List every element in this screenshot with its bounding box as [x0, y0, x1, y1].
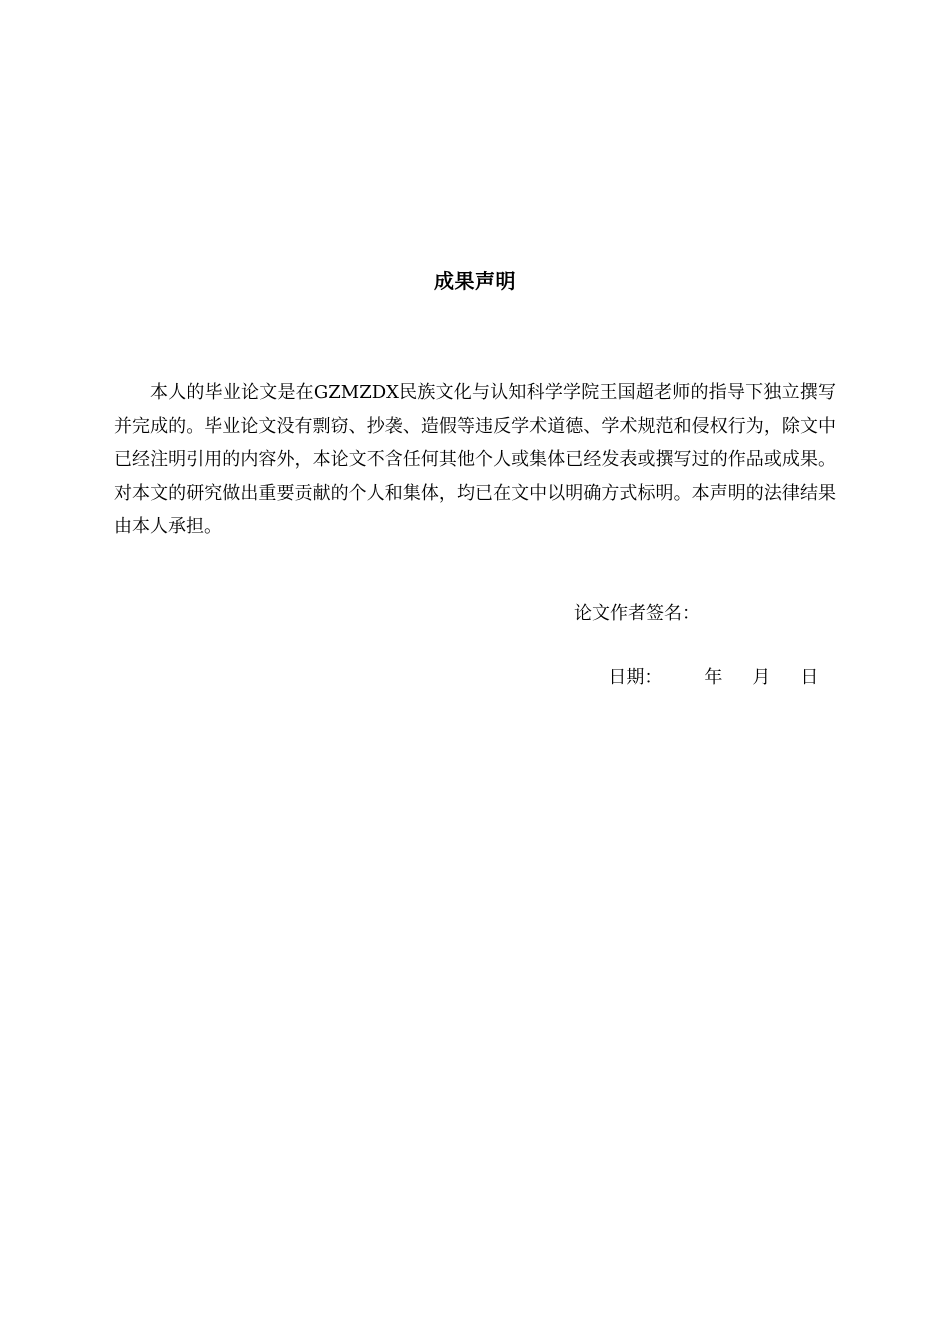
date-label: 日期：	[608, 667, 663, 688]
signature-block	[574, 598, 824, 688]
declaration-paragraph: 本人的毕业论文是在GZMZDX民族文化与认知科学学院王国超老师的指导下独立撰写并完成的。毕业论文没有剽窃、抄袭、造假等违反学术道德、学术规范和侵权行为，除文中已经注明引用的内容外，本论文不含任何其他个人或集体已经发表或撰写过的作品或成果。对本文的研究做出重要贡献的个人和集体，均已在文中以明确方式标明。本声明的法律结果由本人承担。	[114, 382, 836, 537]
date-line	[574, 630, 824, 688]
signature-label: 论文作者签名：	[574, 603, 700, 624]
date-month-label: 月	[752, 667, 771, 688]
date-year-label: 年	[704, 667, 723, 688]
date-day-label: 日	[800, 667, 819, 688]
page-title: 成果声明	[434, 269, 516, 293]
